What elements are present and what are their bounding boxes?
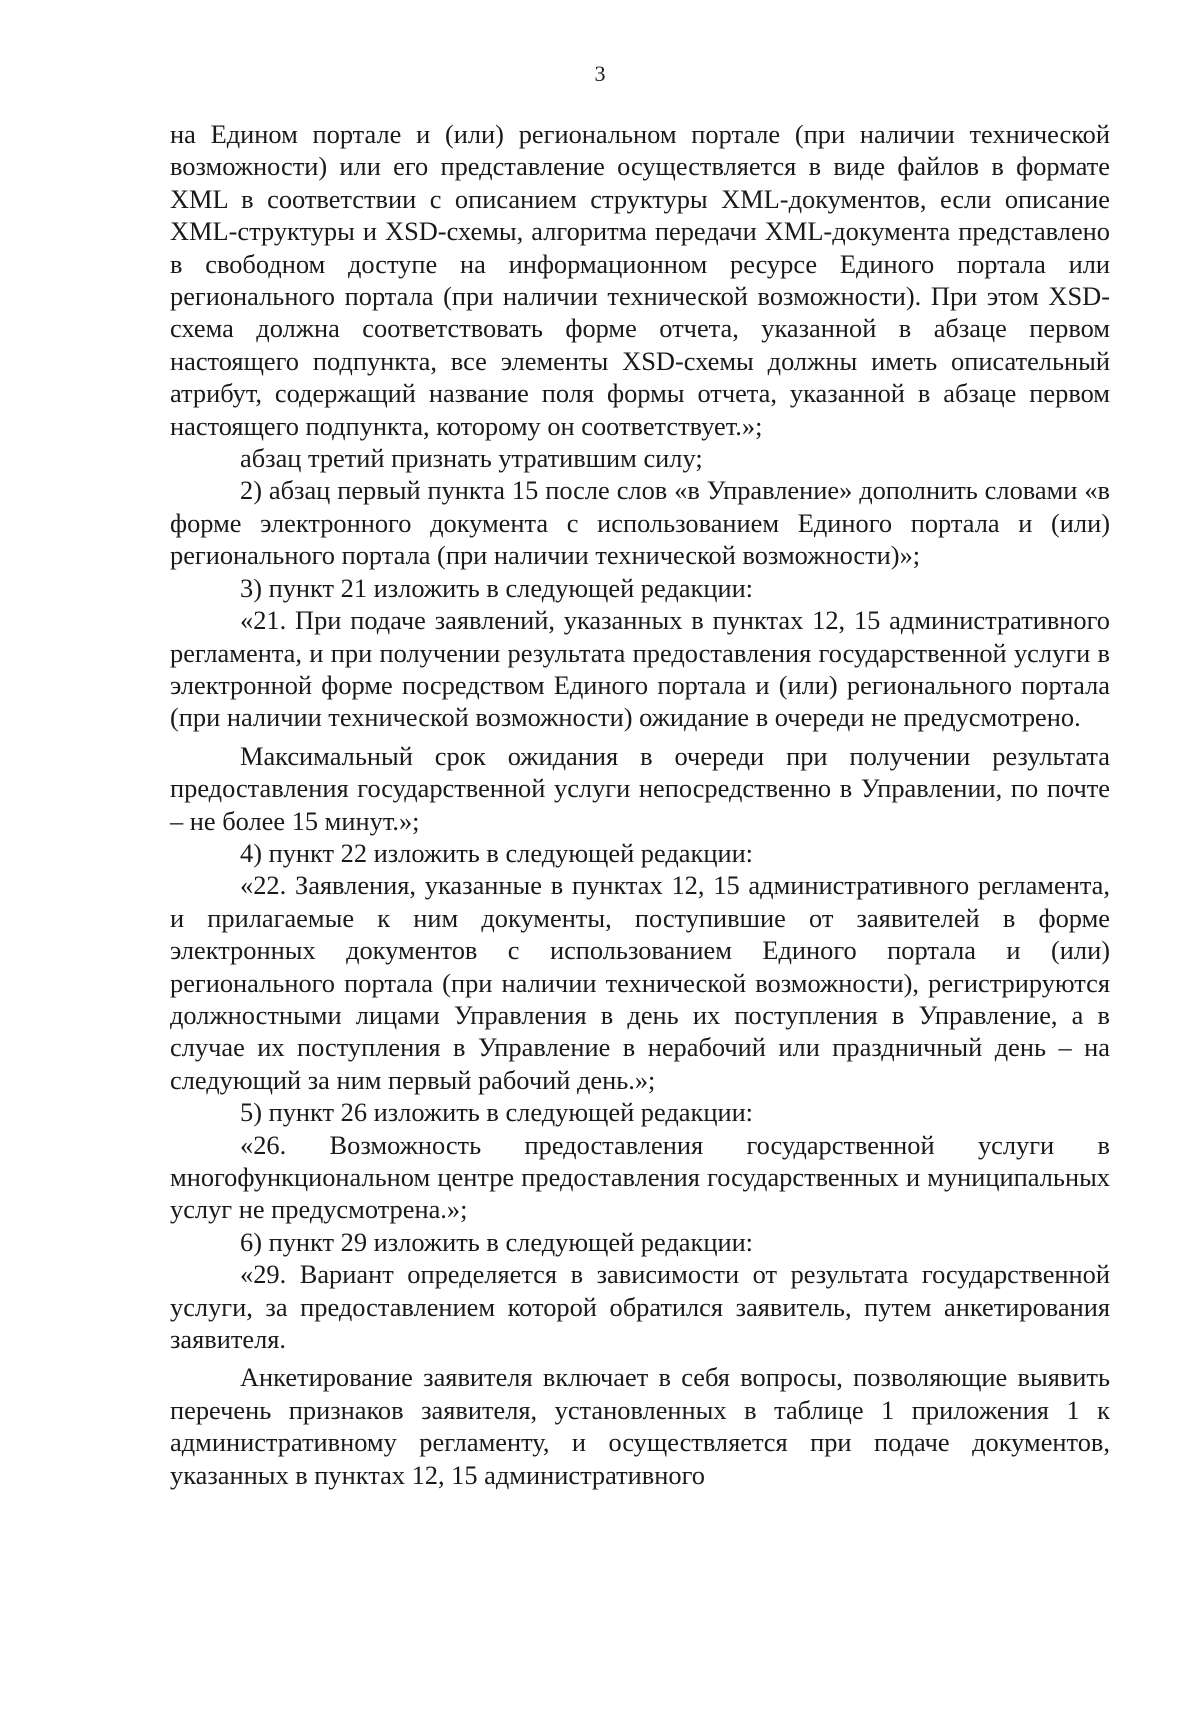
paragraph-item-4: 4) пункт 22 изложить в следующей редакции: xyxy=(240,837,754,868)
paragraph-xml-format: на Едином портале и (или) региональном портале (при наличии технической возможности) или его представление осуществляется в виде файлов в формате XML в соответствии с описанием структуры XML-документов, если описание XML-структуры и XSD-схемы, алгоритма передачи XML-документа представлено в свободном доступе на информационном ресурсе Единого портала или регионального портала (при наличии технической возможности). При этом XSD-схема должна соответствовать форме отчета, указанной в абзаце первом настоящего подпункта, все элементы XSD-схемы должны иметь описательный атрибут, содержащий название поля формы отчета, указанной в абзаце первом настоящего подпункта, которому он соответствует.»; xyxy=(170,119,1110,441)
paragraph-clause-26: «26. Возможность предоставления государственной услуги в многофункциональном центре предоставления государственных и муниципальных услуг не предусмотрена.»; xyxy=(170,1129,1110,1225)
paragraph-questionnaire: Анкетирование заявителя включает в себя вопросы, позволяющие выявить перечень признаков заявителя, установленных в таблице 1 приложения 1 к административному регламенту, и осуществляется при подаче документов, указанных в пунктах 12, 15 административного xyxy=(170,1362,1110,1490)
page-number: 3 xyxy=(594,61,606,86)
paragraph-clause-22: «22. Заявления, указанные в пунктах 12, 15 административного регламента, и прилагаемые к ним документы, поступившие от заявителей в форме электронных документов с использованием Единого портала и (или) регионального портала (при наличии технической возможности), регистрируются должностными лицами Управления в день их поступления в Управление, а в случае их поступления в Управление в нерабочий или праздничный день – на следующий за ним первый рабочий день.»; xyxy=(170,870,1110,1095)
paragraph-item-6: 6) пункт 29 изложить в следующей редакции: xyxy=(240,1226,754,1257)
paragraph-clause-29: «29. Вариант определяется в зависимости от результата государственной услуги, за предоставлением которой обратился заявитель, путем анкетирования заявителя. xyxy=(170,1259,1110,1355)
paragraph-item-5: 5) пункт 26 изложить в следующей редакции: xyxy=(240,1097,754,1128)
paragraph-max-wait: Максимальный срок ожидания в очереди при получении результата предоставления государственной услуги непосредственно в Управлении, по почте – не более 15 минут.»; xyxy=(170,740,1110,836)
paragraph-clause-21: «21. При подаче заявлений, указанных в пунктах 12, 15 административного регламента, и при получении результата предоставления государственной услуги в электронной форме посредством Единого портала и (или) регионального портала (при наличии технической возможности) ожидание в очереди не предусмотрено. xyxy=(170,605,1110,733)
document-body xyxy=(170,118,1110,1491)
paragraph-item-3: 3) пункт 21 изложить в следующей редакции: xyxy=(240,572,754,603)
paragraph-third-abzats: абзац третий признать утратившим силу; xyxy=(240,443,703,474)
paragraph-item-2: 2) абзац первый пункта 15 после слов «в Управление» дополнить словами «в форме электронного документа с использованием Единого портала и (или) регионального портала (при наличии технической возможности)»; xyxy=(170,475,1110,571)
